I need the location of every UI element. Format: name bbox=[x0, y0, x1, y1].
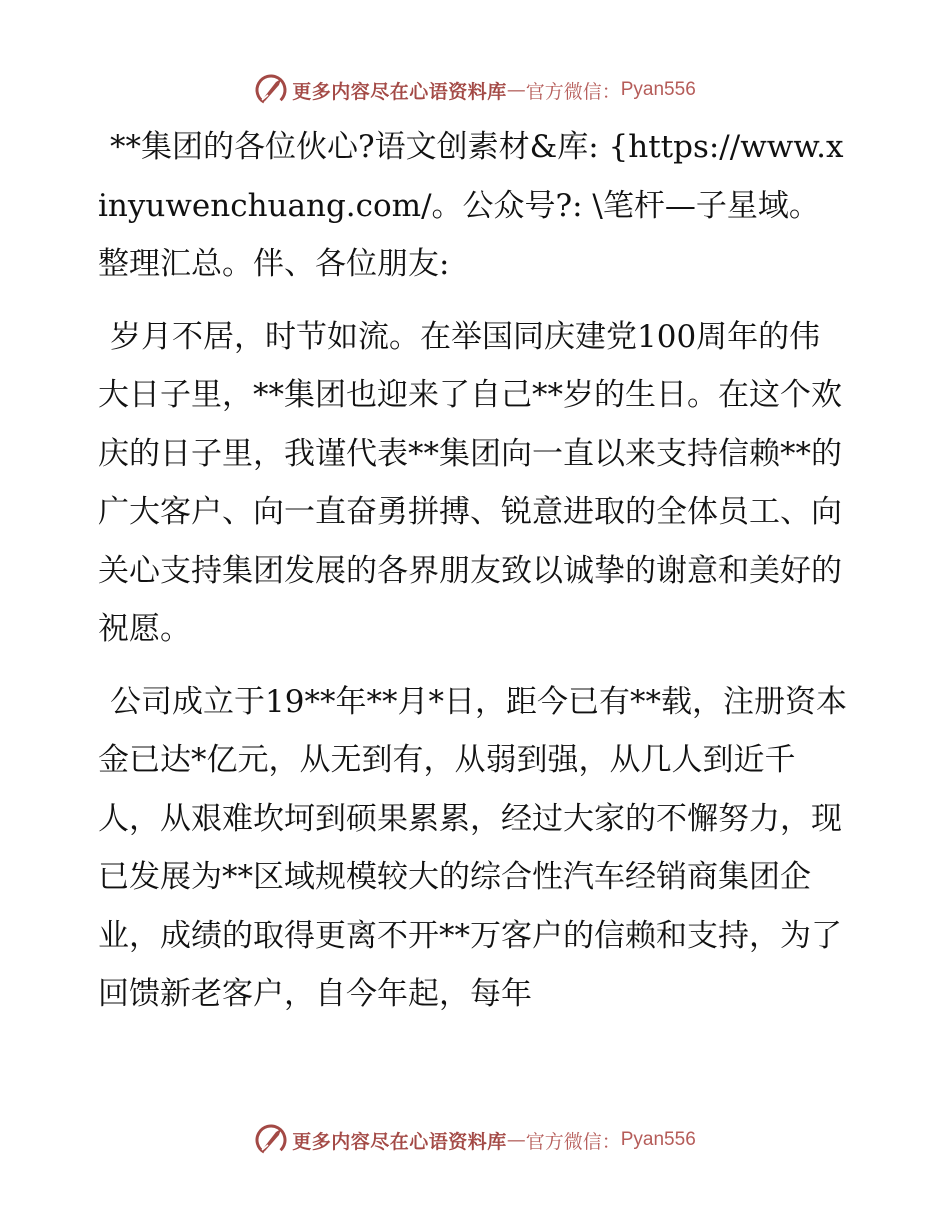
quill-pen-circle-icon bbox=[254, 1123, 288, 1157]
header-watermark-banner bbox=[0, 70, 950, 110]
banner-wechat-id: Pyan556 bbox=[620, 1129, 696, 1150]
paragraph-anniversary: 岁月不居，时节如流。在举国同庆建党100周年的伟大日子里，**集团也迎来了自己**岁的生日。在这个欢庆的日子里，我谨代表**集团向一直以来支持信赖**的广大客户、向一直奋勇拼搏、锐意进取的全体员工、向关心支持集团发展的各界朋友致以诚挚的谢意和美好的祝愿。 bbox=[98, 318, 842, 647]
banner-separator: — bbox=[506, 79, 526, 101]
banner-title: 更多内容尽在心语资料库 bbox=[292, 80, 507, 103]
quill-pen-circle-icon bbox=[254, 73, 288, 107]
paragraph-greeting: **集团的各位伙心?语文创素材&库: {https://www.xinyuwenchuang.com/。公众号?: \笔杆—子星域。整理汇总。伴、各位朋友: bbox=[98, 129, 844, 282]
footer-watermark-banner bbox=[0, 1120, 950, 1160]
banner-separator: — bbox=[506, 1129, 526, 1151]
banner-title: 更多内容尽在心语资料库 bbox=[292, 1130, 507, 1153]
banner-wechat-label: 官方微信： bbox=[525, 1130, 621, 1153]
document-body bbox=[98, 118, 850, 1038]
banner-wechat-id: Pyan556 bbox=[620, 79, 696, 100]
banner-wechat-label: 官方微信： bbox=[525, 80, 621, 103]
paragraph-company-history: 公司成立于19**年**月*日，距今已有**载，注册资本金已达*亿元，从无到有，从弱到强，从几人到近千人，从艰难坎坷到硕果累累，经过大家的不懈努力，现已发展为**区域规模较大的综合性汽车经销商集团企业，成绩的取得更离不开**万客户的信赖和支持，为了回馈新老客户，自今年起，每年 bbox=[98, 683, 847, 1012]
